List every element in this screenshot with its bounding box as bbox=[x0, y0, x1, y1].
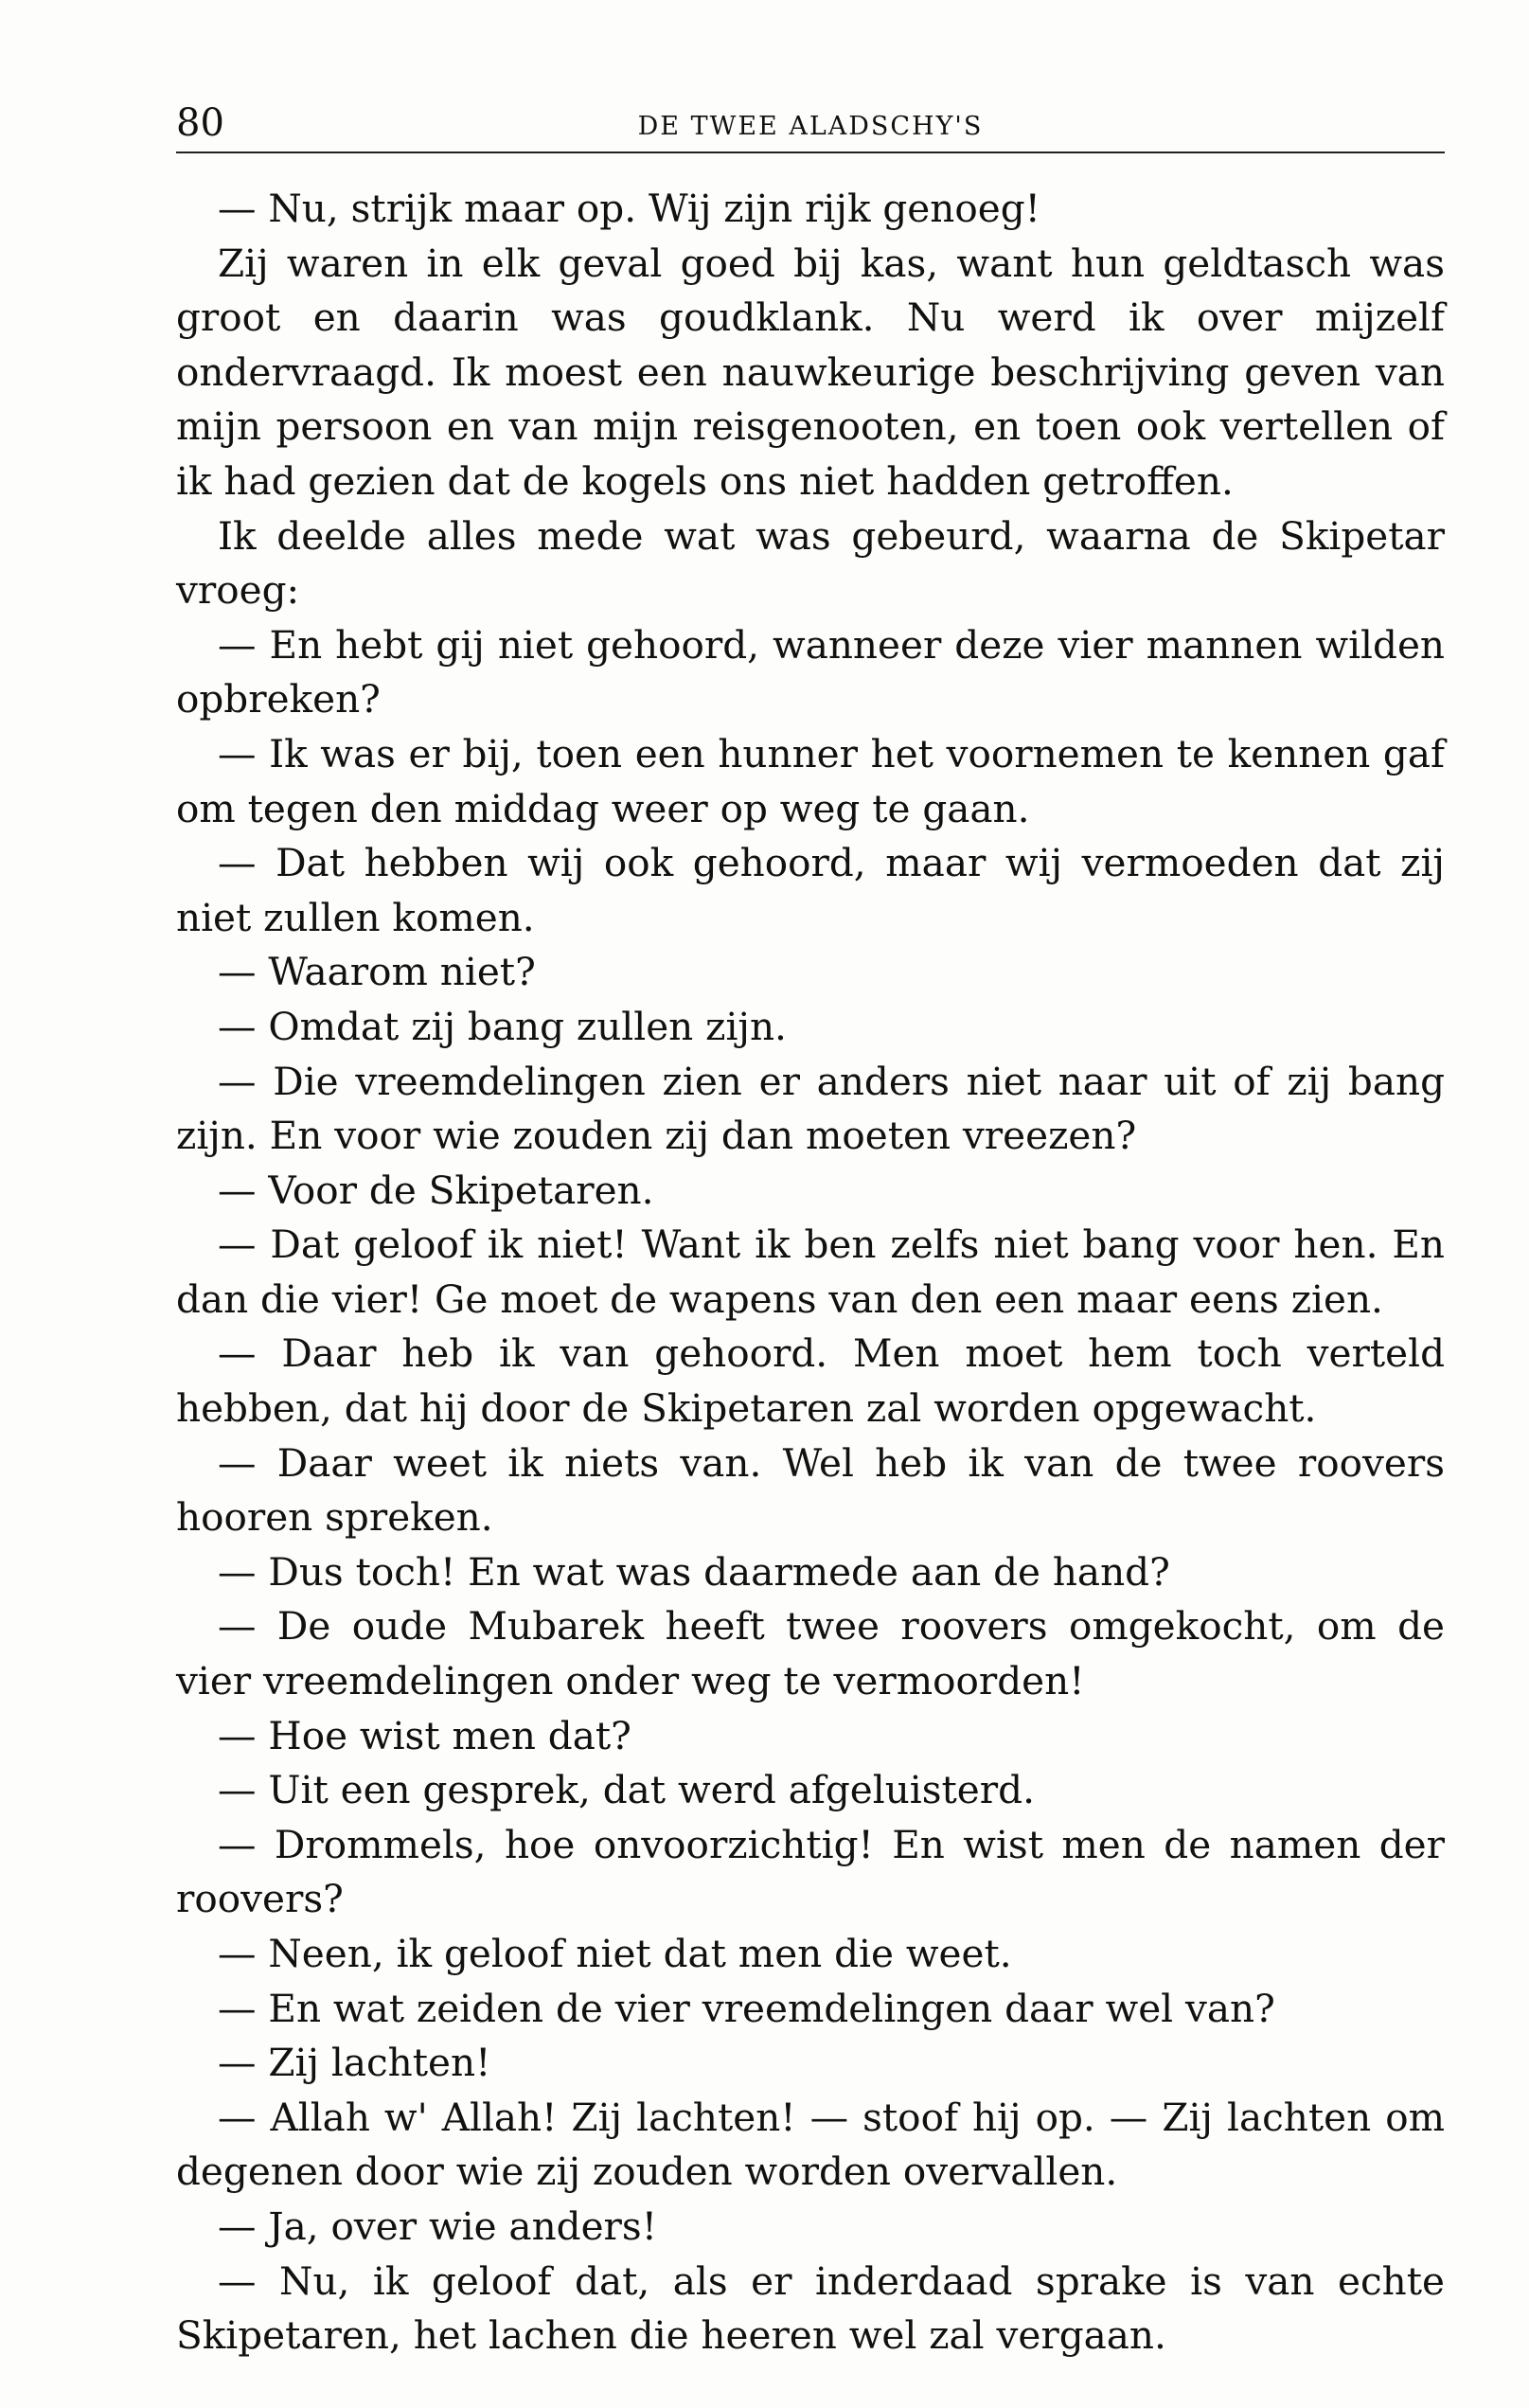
paragraph: — Nu, strijk maar op. Wij zijn rijk genoeg! bbox=[218, 186, 1040, 231]
page-number: 80 bbox=[176, 101, 224, 145]
paragraph: — Ik was er bij, toen een hunner het voornemen te kennen gaf om tegen den middag weer op weg te gaan. bbox=[176, 730, 1445, 831]
paragraph: — Waarom niet? bbox=[218, 949, 536, 995]
body-text bbox=[176, 182, 1445, 2363]
paragraph: — Dus toch! En wat was daarmede aan de hand? bbox=[218, 1548, 1170, 1595]
paragraph: — Uit een gesprek, dat werd afgeluisterd. bbox=[218, 1767, 1035, 1813]
paragraph: Ik deelde alles mede wat was gebeurd, waarna de Skipetar vroeg: bbox=[176, 512, 1445, 614]
paragraph: — Zij lachten! bbox=[218, 2040, 491, 2086]
paragraph: — En hebt gij niet gehoord, wanneer deze vier mannen wilden opbreken? bbox=[176, 621, 1445, 722]
paragraph: Zij waren in elk geval goed bij kas, want hun geldtasch was groot en daarin was goudklank. Nu werd ik over mijzelf ondervraagd. Ik moest een nauwkeurige beschrijving geven van mijn persoon en van mijn reisgenooten, en toen ook vertellen of ik had gezien dat de kogels ons niet hadden getroffen. bbox=[176, 240, 1445, 504]
running-title: DE TWEE ALADSCHY'S bbox=[637, 112, 984, 141]
paragraph: — Nu, ik geloof dat, als er inderdaad sprake is van echte Skipetaren, het lachen die heeren wel zal vergaan. bbox=[176, 2257, 1445, 2359]
paragraph: — Hoe wist men dat? bbox=[218, 1712, 631, 1758]
paragraph: — Allah w' Allah! Zij lachten! — stoof hij op. — Zij lachten om degenen door wie zij zouden worden overvallen. bbox=[176, 2094, 1445, 2195]
paragraph: — Drommels, hoe onvoorzichtig! En wist men de namen der roovers? bbox=[176, 1821, 1445, 1922]
paragraph: — Ja, over wie anders! bbox=[218, 2203, 657, 2249]
paragraph: — De oude Mubarek heeft twee roovers omgekocht, om de vier vreemdelingen onder weg te vermoorden! bbox=[176, 1603, 1445, 1704]
header-rule bbox=[176, 152, 1445, 153]
paragraph: — Voor de Skipetaren. bbox=[218, 1167, 654, 1213]
paragraph: — Neen, ik geloof niet dat men die weet. bbox=[218, 1931, 1012, 1976]
paragraph: — Die vreemdelingen zien er anders niet naar uit of zij bang zijn. En voor wie zouden zij dan moeten vreezen? bbox=[176, 1058, 1445, 1159]
paragraph: — Daar weet ik niets van. Wel heb ik van de twee roovers hooren spreken. bbox=[176, 1439, 1445, 1541]
page-header bbox=[176, 95, 1445, 152]
paragraph: — Dat hebben wij ook gehoord, maar wij vermoeden dat zij niet zullen komen. bbox=[176, 840, 1445, 940]
paragraph: — En wat zeiden de vier vreemdelingen daar wel van? bbox=[218, 1985, 1275, 2031]
paragraph: — Omdat zij bang zullen zijn. bbox=[218, 1003, 787, 1049]
paragraph: — Daar heb ik van gehoord. Men moet hem toch verteld hebben, dat hij door de Skipetaren zal worden opgewacht. bbox=[176, 1330, 1445, 1432]
paragraph: — Dat geloof ik niet! Want ik ben zelfs niet bang voor hen. En dan die vier! Ge moet de wapens van den een maar eens zien. bbox=[176, 1222, 1445, 1322]
